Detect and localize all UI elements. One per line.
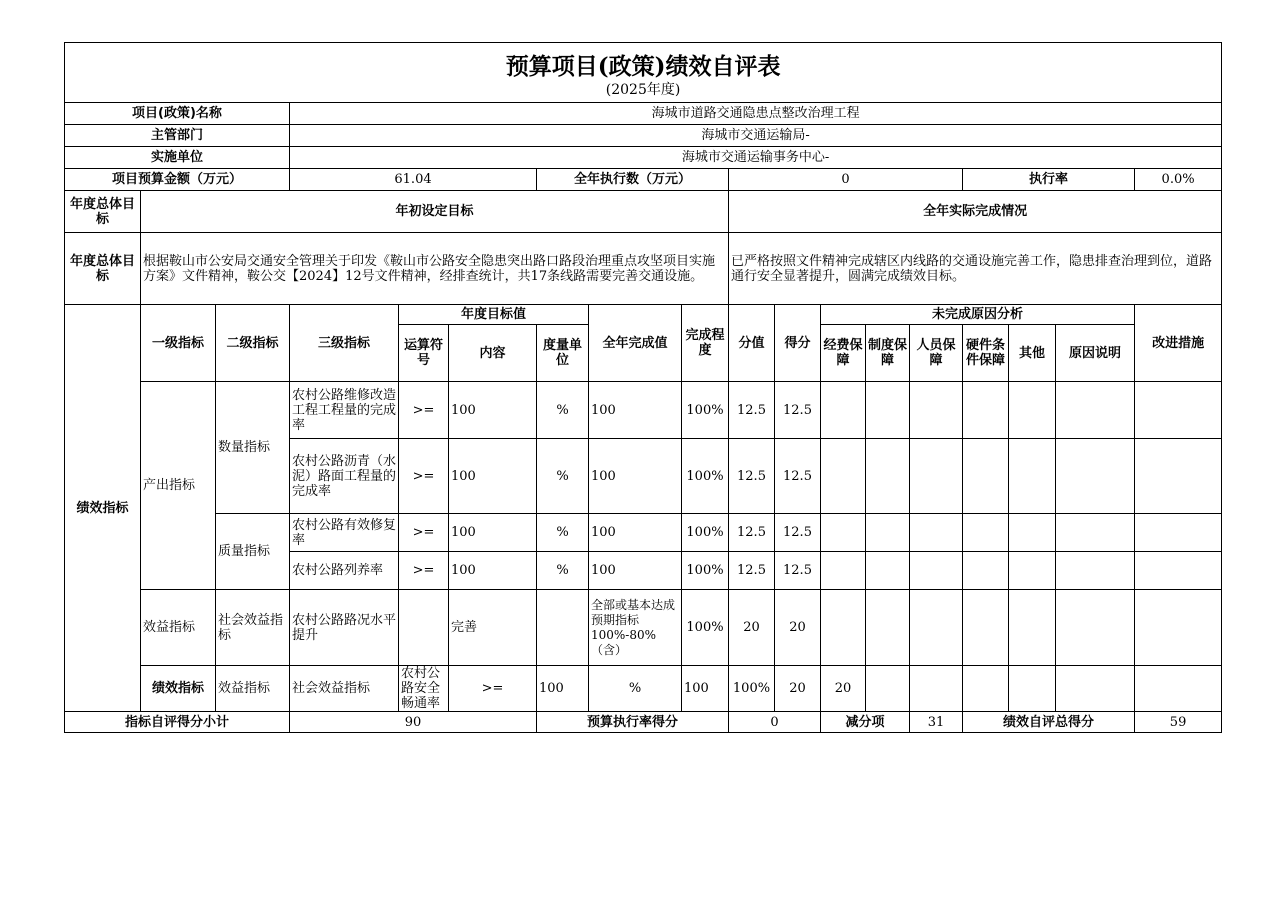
deduct-value: 31 — [910, 712, 963, 733]
indicator-got: 12.5 — [775, 552, 821, 590]
system-header: 制度保障 — [866, 325, 910, 382]
content-header: 内容 — [449, 325, 537, 382]
indicator-content: 100 — [449, 382, 537, 439]
rate-value: 0.0% — [1135, 169, 1222, 191]
indicator-degree: 100% — [729, 666, 775, 712]
exec-value: 0 — [729, 169, 963, 191]
indicator-done: 100 — [682, 666, 729, 712]
indicator-done: 100 — [589, 439, 682, 514]
indicator-got: 12.5 — [775, 514, 821, 552]
social-benefit-label: 社会效益指标 — [216, 590, 290, 666]
indicator-score: 12.5 — [729, 439, 775, 514]
budget-label: 项目预算金额（万元） — [65, 169, 290, 191]
indicator-done: 100 — [589, 552, 682, 590]
total-score-value: 59 — [1135, 712, 1222, 733]
project-name-value: 海城市道路交通隐患点整改治理工程 — [290, 103, 1222, 125]
perf-indicator-label-2: 绩效指标 — [141, 666, 216, 712]
perf-indicator-label: 绩效指标 — [65, 305, 141, 712]
indicator-unit: % — [537, 382, 589, 439]
reason-desc-header: 原因说明 — [1056, 325, 1135, 382]
evaluation-table — [64, 42, 1222, 733]
quality-indicator-label: 质量指标 — [216, 514, 290, 590]
page-title: 预算项目(政策)绩效自评表 — [505, 52, 781, 80]
initial-goal-label: 年初设定目标 — [141, 191, 729, 233]
other-header: 其他 — [1009, 325, 1056, 382]
indicator-op: >= — [399, 439, 449, 514]
op-header: 运算符号 — [399, 325, 449, 382]
level2-header: 二级指标 — [216, 305, 290, 382]
rate-label: 执行率 — [963, 169, 1135, 191]
title-cell — [65, 43, 1222, 103]
score-value-header: 分值 — [729, 305, 775, 382]
indicator-unit: % — [589, 666, 682, 712]
indicator-content: 100 — [537, 666, 589, 712]
indicator-done: 全部或基本达成预期指标100%-80%（含） — [589, 590, 682, 666]
initial-goal-text: 根据鞍山市公安局交通安全管理关于印发《鞍山市公路安全隐患突出路口路段治理重点攻坚项目实施方案》文件精神，鞍公交【2024】12号文件精神，经排查统计，共17条线路需要完善交通设施。 — [141, 233, 729, 305]
indicator-content: 完善 — [449, 590, 537, 666]
staff-header: 人员保障 — [910, 325, 963, 382]
indicator-name: 农村公路安全畅通率 — [399, 666, 449, 712]
indicator-done: 100 — [589, 514, 682, 552]
actual-result-text: 已严格按照文件精神完成辖区内线路的交通设施完善工作，隐患排查治理到位，道路通行安全显著提升，圆满完成绩效目标。 — [729, 233, 1222, 305]
indicator-got: 12.5 — [775, 439, 821, 514]
done-value-header: 全年完成值 — [589, 305, 682, 382]
goal-row-label: 年度总体目标 — [65, 233, 141, 305]
actual-result-label: 全年实际完成情况 — [729, 191, 1222, 233]
fund-header: 经费保障 — [821, 325, 866, 382]
indicator-name: 农村公路沥青（水泥）路面工程量的完成率 — [290, 439, 399, 514]
indicator-content: 100 — [449, 552, 537, 590]
indicator-unit: % — [537, 514, 589, 552]
fiscal-year: (2025年度) — [605, 81, 681, 98]
impl-label: 实施单位 — [65, 147, 290, 169]
indicator-degree: 100% — [682, 590, 729, 666]
unit-header: 度量单位 — [537, 325, 589, 382]
deduct-label: 减分项 — [821, 712, 910, 733]
improve-header: 改进措施 — [1135, 305, 1222, 382]
degree-header: 完成程度 — [682, 305, 729, 382]
indicator-degree: 100% — [682, 514, 729, 552]
indicator-op: >= — [399, 552, 449, 590]
budget-score-label: 预算执行率得分 — [537, 712, 729, 733]
indicator-degree: 100% — [682, 552, 729, 590]
dept-label: 主管部门 — [65, 125, 290, 147]
indicator-degree: 100% — [682, 382, 729, 439]
reason-group-header: 未完成原因分析 — [821, 305, 1135, 325]
level1-header: 一级指标 — [141, 305, 216, 382]
benefit-indicator-label: 效益指标 — [141, 590, 216, 666]
indicator-content: 100 — [449, 514, 537, 552]
indicator-got: 20 — [821, 666, 866, 712]
benefit-indicator-label: 效益指标 — [216, 666, 290, 712]
hardware-header: 硬件条件保障 — [963, 325, 1009, 382]
indicator-content: 100 — [449, 439, 537, 514]
total-score-label: 绩效自评总得分 — [963, 712, 1135, 733]
level3-header: 三级指标 — [290, 305, 399, 382]
indicator-op: >= — [449, 666, 537, 712]
indicator-done: 100 — [589, 382, 682, 439]
project-name-label: 项目(政策)名称 — [65, 103, 290, 125]
indicator-degree: 100% — [682, 439, 729, 514]
indicator-name: 农村公路路况水平提升 — [290, 590, 399, 666]
goal-header-label: 年度总体目标 — [65, 191, 141, 233]
indicator-score: 20 — [729, 590, 775, 666]
indicator-score: 12.5 — [729, 514, 775, 552]
output-indicator-label: 产出指标 — [141, 382, 216, 590]
exec-label: 全年执行数（万元） — [537, 169, 729, 191]
indicator-name: 农村公路列养率 — [290, 552, 399, 590]
quantity-indicator-label: 数量指标 — [216, 382, 290, 514]
score-got-header: 得分 — [775, 305, 821, 382]
indicator-score: 12.5 — [729, 382, 775, 439]
indicator-unit: % — [537, 439, 589, 514]
indicator-op: >= — [399, 382, 449, 439]
impl-value: 海城市交通运输事务中心- — [290, 147, 1222, 169]
indicator-score: 20 — [775, 666, 821, 712]
performance-evaluation-sheet — [64, 42, 1221, 733]
budget-score-value: 0 — [729, 712, 821, 733]
indicator-op: >= — [399, 514, 449, 552]
social-benefit-label: 社会效益指标 — [290, 666, 399, 712]
subtotal-value: 90 — [290, 712, 537, 733]
indicator-score: 12.5 — [729, 552, 775, 590]
dept-value: 海城市交通运输局- — [290, 125, 1222, 147]
indicator-unit: % — [537, 552, 589, 590]
indicator-unit — [537, 590, 589, 666]
indicator-got: 20 — [775, 590, 821, 666]
subtotal-label: 指标自评得分小计 — [65, 712, 290, 733]
target-group-header: 年度目标值 — [399, 305, 589, 325]
indicator-name: 农村公路维修改造工程工程量的完成率 — [290, 382, 399, 439]
budget-value: 61.04 — [290, 169, 537, 191]
indicator-got: 12.5 — [775, 382, 821, 439]
indicator-name: 农村公路有效修复率 — [290, 514, 399, 552]
indicator-op — [399, 590, 449, 666]
